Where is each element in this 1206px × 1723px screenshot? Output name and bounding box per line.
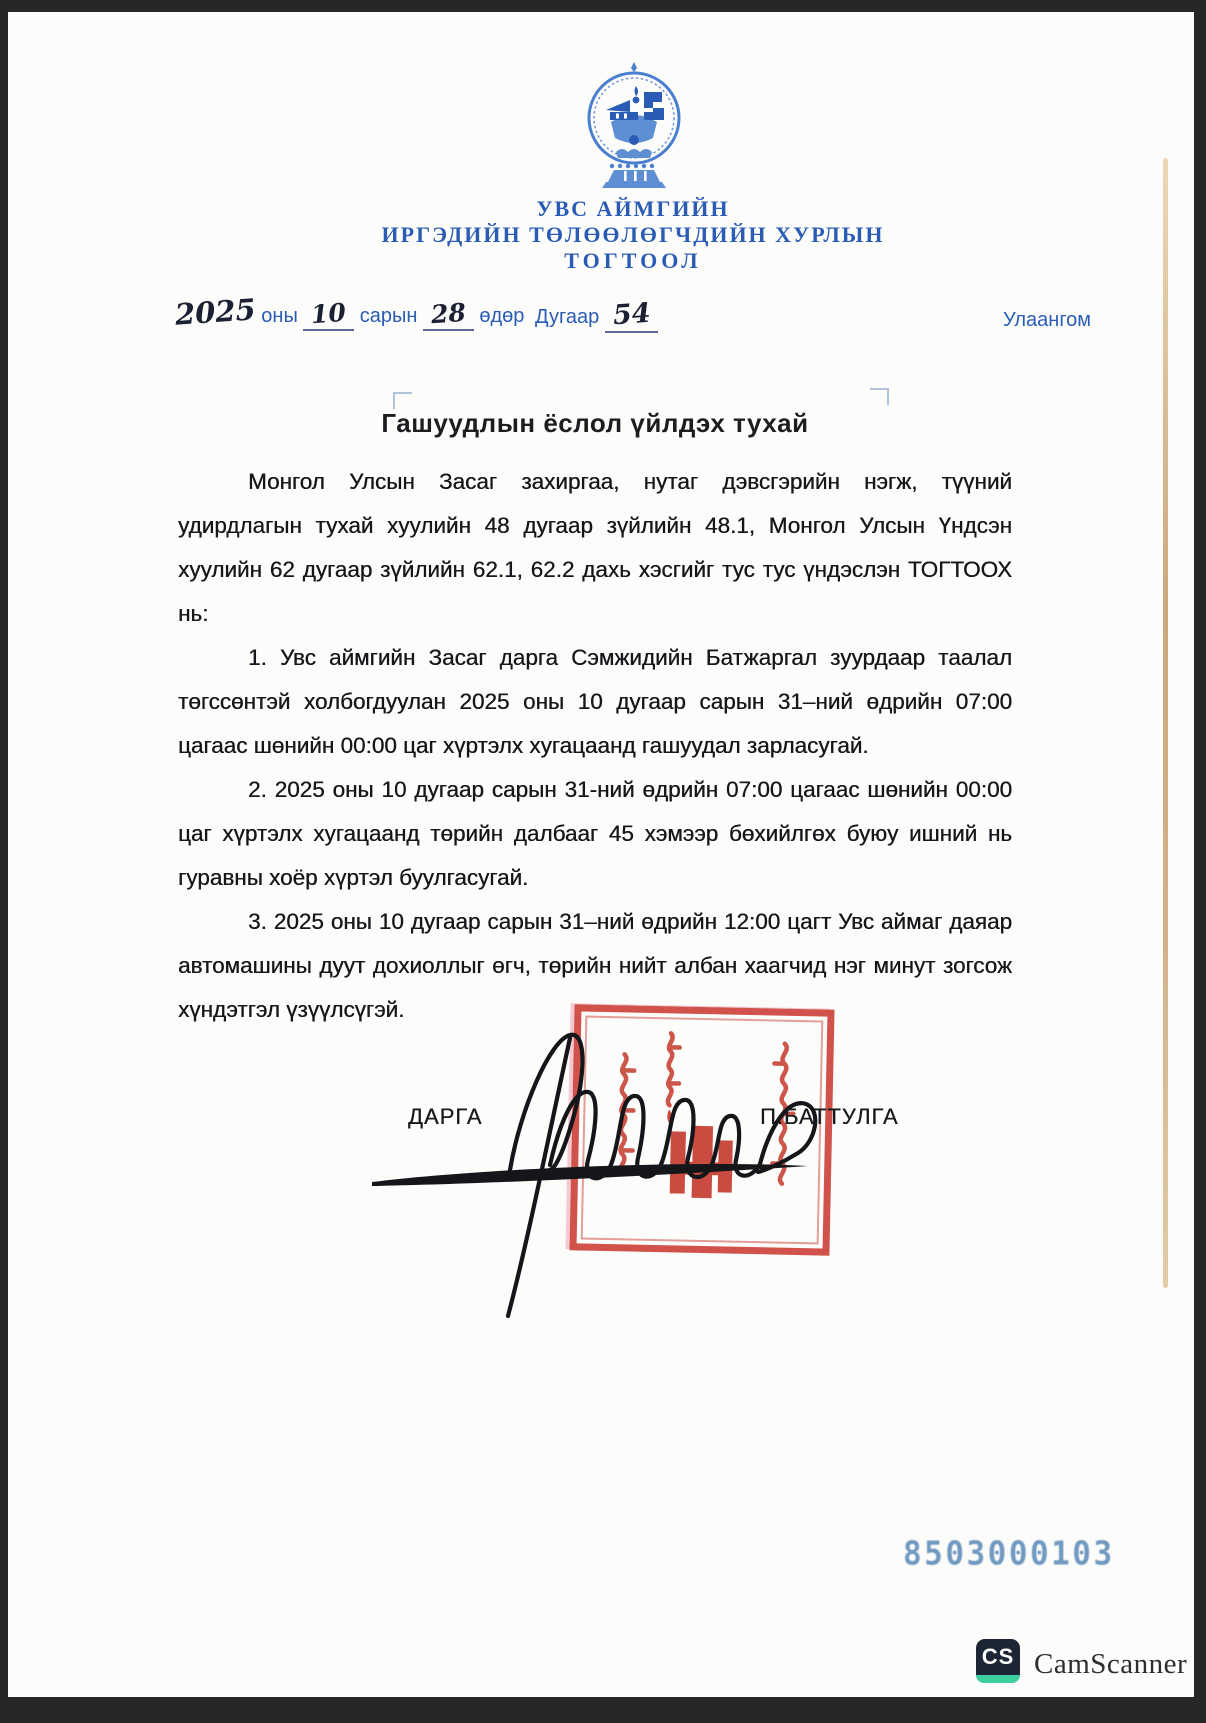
- doc-number-group: [535, 299, 658, 333]
- date-line: [173, 292, 525, 332]
- crop-mark-left-icon: [393, 392, 412, 409]
- signature-label: ДАРГА: [408, 1104, 483, 1129]
- number-label: Дугаар: [535, 306, 600, 328]
- org-name-line1: УВС АЙМГИЙН: [536, 196, 730, 221]
- signer-name: П.БАТТУЛГА: [760, 1104, 899, 1129]
- org-name-line2: ИРГЭДИЙН ТӨЛӨӨЛӨГЧДИЙН ХУРЛЫН: [381, 222, 885, 247]
- month-label: сарын: [359, 305, 418, 327]
- body-paragraph: 1. Увс аймгийн Засаг дарга Сэмжидийн Батжаргал зуурдаар таалал төгссөнтэй холбогдуулан 2025 оны 10 дугаар сарын 31–ний өдрийн 07:00 цагаас шөнийн 00:00 цаг хүртэлх хугацаанд гашуудал зарласугай.: [178, 645, 1012, 758]
- document-body: [178, 460, 1012, 1032]
- handwritten-day: 28: [430, 297, 467, 330]
- scanned-page: [8, 12, 1194, 1697]
- document-type: ТОГТООЛ: [564, 248, 702, 273]
- body-paragraph: 3. 2025 оны 10 дугаар сарын 31–ний өдрийн 12:00 цагт Увс аймаг даяар автомашины дуут дохиоллыг өгч, төрийн нийт албан хаагчид нэг минут зогсож хүндэтгэл үзүүлсүгэй.: [178, 909, 1012, 1022]
- camscanner-icon: [976, 1639, 1020, 1683]
- state-emblem-icon: [586, 60, 682, 188]
- camscanner-brand: CamScanner: [1034, 1648, 1188, 1680]
- camscanner-icon-strip: [976, 1675, 1020, 1683]
- paper-edge-artifact: [1163, 158, 1168, 1288]
- body-paragraph: 2. 2025 оны 10 дугаар сарын 31-ний өдрийн 07:00 цагаас шөнийн 00:00 цаг хүртэлх хугацаанд төрийн далбааг 45 хэмээр бөхийлгөх буюу ишний нь гуравны хоёр хүртэл буулгасугай.: [178, 777, 1012, 890]
- serial-number-stamp: 8503000103: [903, 1534, 1115, 1574]
- place-name: Улаангом: [1003, 309, 1092, 331]
- day-label: өдөр: [479, 305, 525, 327]
- handwritten-number: 54: [611, 297, 652, 332]
- camscanner-icon-label: CS: [981, 1644, 1015, 1669]
- handwritten-month: 10: [310, 297, 348, 330]
- year-label: оны: [261, 305, 298, 327]
- document-title: Гашуудлын ёслол үйлдэх тухай: [381, 408, 809, 438]
- body-paragraph: Монгол Улсын Засаг захиргаа, нутаг дэвсгэрийн нэгж, түүний удирдлагын тухай хуулийн 48 дугаар зүйлийн 48.1, Монгол Улсын Үндсэн хуулийн 62 дугаар зүйлийн 62.1, 62.2 дахь хэсгийг тус тус үндэслэн ТОГТООХ нь:: [178, 469, 1012, 626]
- handwritten-year: 2025: [173, 292, 257, 332]
- crop-mark-right-icon: [870, 388, 889, 405]
- handwritten-signature-icon: [360, 1020, 820, 1330]
- org-name-block: [233, 196, 1033, 274]
